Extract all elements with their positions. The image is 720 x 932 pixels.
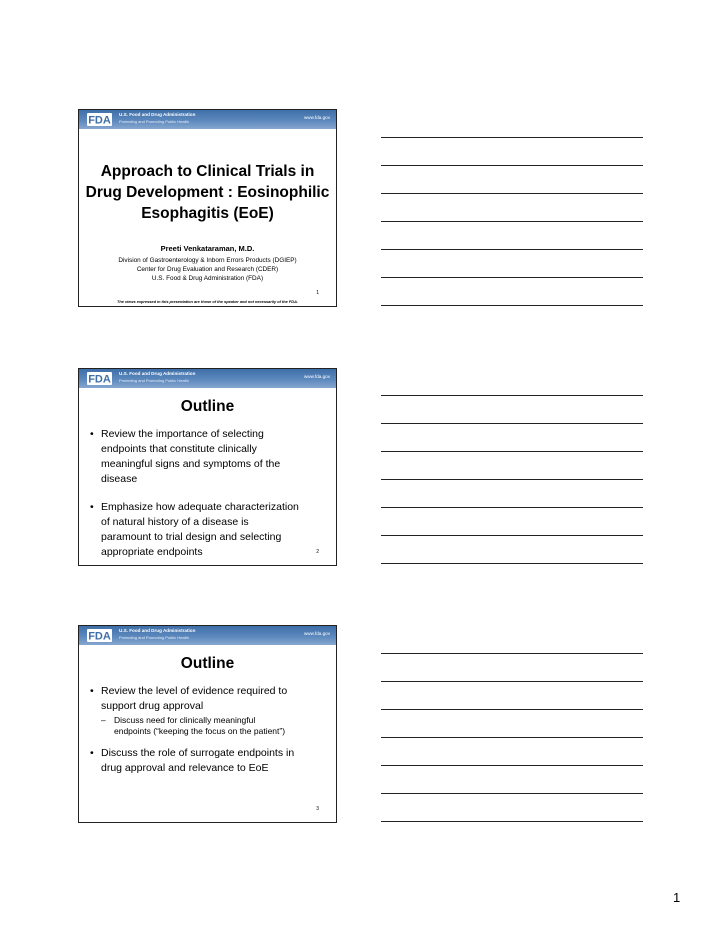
slide-title: Outline — [180, 655, 235, 672]
slide-title — [79, 161, 336, 224]
bullet-icon: • — [90, 501, 94, 513]
bullet-list — [88, 427, 324, 560]
note-line — [381, 249, 643, 250]
title-line: Drug Development : Eosinophilic — [85, 184, 330, 201]
note-line — [381, 653, 643, 654]
note-line — [381, 221, 643, 222]
note-line — [381, 277, 643, 278]
bullet-item — [88, 684, 324, 714]
note-line — [381, 563, 643, 564]
affiliation-line: Center for Drug Evaluation and Research (CDER) — [136, 266, 279, 273]
page-number: 1 — [673, 890, 681, 905]
bullet-line: Review the importance of selecting — [101, 428, 264, 440]
fda-banner — [79, 369, 336, 388]
site-url: www.fda.gov — [303, 631, 330, 636]
note-line — [381, 535, 643, 536]
bullet-line: support drug approval — [101, 700, 204, 712]
bullet-icon: • — [90, 747, 94, 759]
bullet-line: Discuss the role of surrogate endpoints in — [101, 747, 295, 759]
fda-logo-icon — [87, 629, 112, 642]
bullet-icon: • — [90, 428, 94, 440]
agency-name: U.S. Food and Drug Administration — [119, 628, 196, 633]
note-line — [381, 479, 643, 480]
fda-banner — [79, 626, 336, 645]
agency-name: U.S. Food and Drug Administration — [119, 371, 196, 376]
slide-number: 3 — [316, 806, 319, 812]
affiliation-line: Division of Gastroenterology & Inborn Errors Products (DGIEP) — [118, 257, 297, 264]
note-line — [381, 395, 643, 396]
note-line — [381, 451, 643, 452]
bullet-item — [88, 746, 324, 776]
bullet-item — [88, 500, 324, 560]
bullet-line: drug approval and relevance to EoE — [101, 762, 269, 774]
note-line — [381, 793, 643, 794]
site-url: www.fda.gov — [303, 115, 330, 120]
slide-number: 1 — [316, 290, 319, 296]
note-line — [381, 165, 643, 166]
bullet-line: disease — [101, 473, 138, 485]
slide-number: 2 — [316, 549, 319, 555]
agency-name: U.S. Food and Drug Administration — [119, 112, 196, 117]
site-url: www.fda.gov — [303, 374, 330, 379]
sub-bullet-line: Discuss need for clinically meaningful — [114, 715, 256, 725]
note-line — [381, 137, 643, 138]
note-line — [381, 193, 643, 194]
bullet-line: endpoints that constitute clinically — [101, 443, 257, 455]
note-line — [381, 305, 643, 306]
bullet-item — [88, 427, 324, 487]
agency-tagline: Protecting and Promoting Public Health — [119, 635, 189, 640]
bullet-line: Review the level of evidence required to — [101, 685, 288, 697]
bullet-list — [88, 684, 324, 776]
title-line: Approach to Clinical Trials in — [100, 163, 315, 180]
logo-text: FDA — [88, 114, 111, 126]
note-line — [381, 681, 643, 682]
bullet-line: appropriate endpoints — [101, 546, 203, 558]
note-line — [381, 821, 643, 822]
note-line — [381, 765, 643, 766]
slide-title: Outline — [180, 398, 235, 415]
agency-tagline: Protecting and Promoting Public Health — [119, 119, 189, 124]
bullet-line: Emphasize how adequate characterization — [101, 501, 299, 513]
bullet-line: meaningful signs and symptoms of the — [101, 458, 281, 470]
note-line — [381, 737, 643, 738]
logo-text: FDA — [88, 630, 111, 642]
agency-tagline: Protecting and Promoting Public Health — [119, 378, 189, 383]
note-line — [381, 507, 643, 508]
sub-bullet-line: endpoints (“keeping the focus on the patient”) — [114, 726, 286, 736]
bullet-line: of natural history of a disease is — [101, 516, 249, 528]
logo-text: FDA — [88, 373, 111, 385]
note-line — [381, 423, 643, 424]
sub-bullet-icon: – — [101, 715, 106, 725]
title-line: Esophagitis (EoE) — [141, 205, 274, 222]
fda-logo-icon — [87, 372, 112, 385]
affiliation-line: U.S. Food & Drug Administration (FDA) — [151, 275, 264, 282]
disclaimer: The views expressed in this presentation are those of the speaker and not necessarily of the FDA. — [117, 299, 298, 304]
slide-3 — [78, 625, 337, 823]
sub-bullet-item — [88, 715, 324, 737]
slide-1 — [78, 109, 337, 307]
fda-logo-icon — [87, 113, 112, 126]
bullet-icon: • — [90, 685, 94, 697]
author-name: Preeti Venkataraman, M.D. — [160, 244, 255, 253]
bullet-line: paramount to trial design and selecting — [101, 531, 282, 543]
slide-2 — [78, 368, 337, 566]
note-line — [381, 709, 643, 710]
fda-banner — [79, 110, 336, 129]
